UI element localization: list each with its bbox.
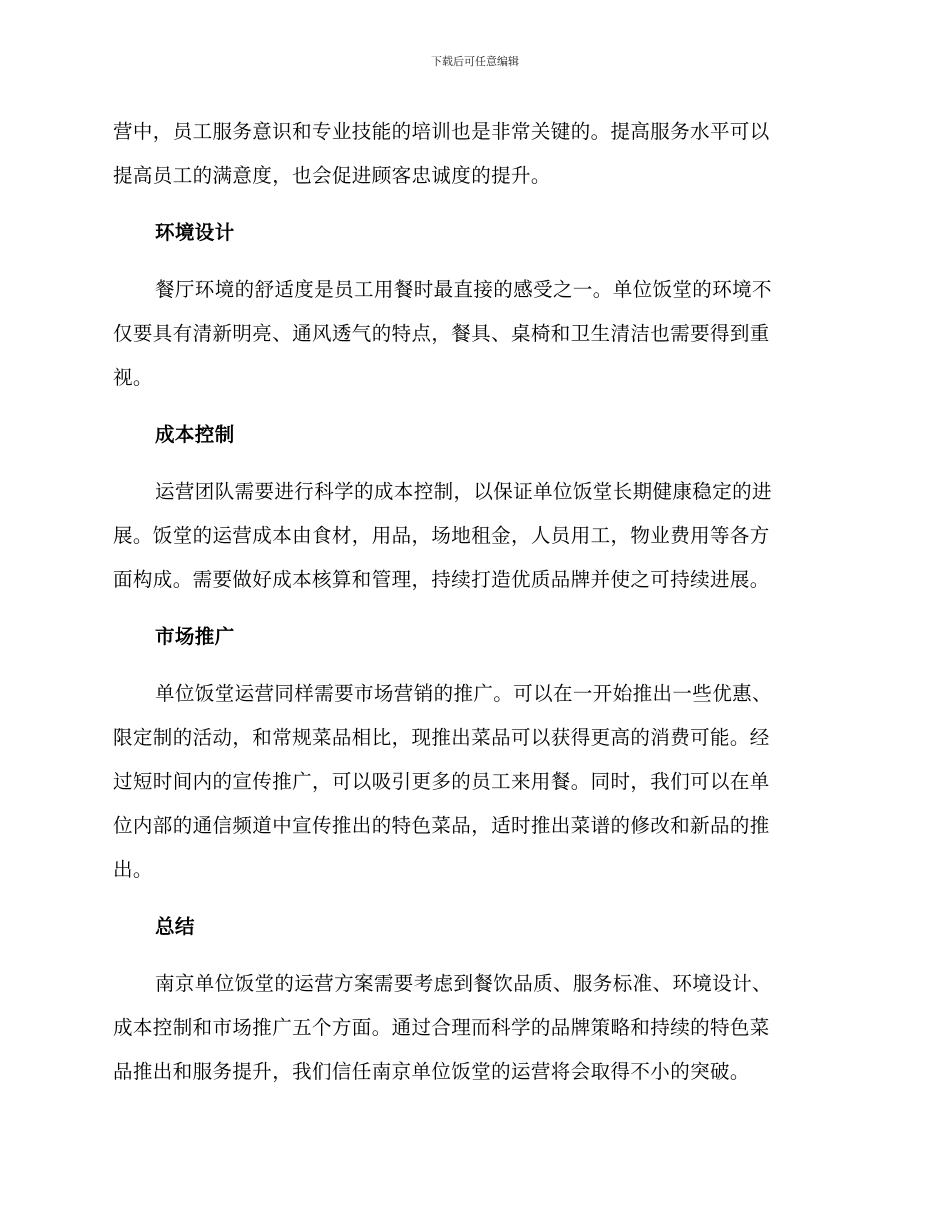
section-heading-cost: 成本控制 bbox=[155, 423, 235, 446]
paragraph-line: 展。饭堂的运营成本由食材，用品，场地租金，人员用工，物业费用等各方 bbox=[113, 524, 770, 547]
paragraph-line: 位内部的通信频道中宣传推出的特色菜品，适时推出菜谱的修改和新品的推 bbox=[113, 814, 770, 837]
paragraph-line: 出。 bbox=[113, 858, 153, 881]
paragraph-line: 运营团队需要进行科学的成本控制，以保证单位饭堂长期健康稳定的进 bbox=[155, 480, 772, 503]
page-header: 下载后可任意编辑 bbox=[431, 55, 519, 68]
paragraph-line: 品推出和服务提升，我们信任南京单位饭堂的运营将会取得不小的突破。 bbox=[113, 1060, 750, 1083]
section-heading-summary: 总结 bbox=[155, 915, 195, 938]
paragraph-line: 过短时间内的宣传推广，可以吸引更多的员工来用餐。同时，我们可以在单 bbox=[113, 770, 770, 793]
cost-paragraph bbox=[113, 470, 831, 602]
environment-paragraph bbox=[113, 268, 831, 400]
paragraph-line: 限定制的活动，和常规菜品相比，现推出菜品可以获得更高的消费可能。经 bbox=[113, 726, 770, 749]
paragraph-line: 单位饭堂运营同样需要市场营销的推广。可以在一开始推出一些优惠、 bbox=[155, 682, 772, 705]
paragraph-line: 仅要具有清新明亮、通风透气的特点，餐具、桌椅和卫生清洁也需要得到重 bbox=[113, 322, 770, 345]
marketing-paragraph bbox=[113, 672, 831, 892]
paragraph-line: 视。 bbox=[113, 366, 153, 389]
paragraph-line: 南京单位饭堂的运营方案需要考虑到餐饮品质、服务标准、环境设计、 bbox=[155, 972, 772, 995]
section-heading-marketing: 市场推广 bbox=[155, 625, 235, 648]
intro-paragraph bbox=[113, 110, 831, 198]
section-heading-environment: 环境设计 bbox=[155, 221, 235, 244]
paragraph-line: 面构成。需要做好成本核算和管理，持续打造优质品牌并使之可持续进展。 bbox=[113, 568, 770, 591]
document-body bbox=[113, 110, 831, 1107]
paragraph-line: 餐厅环境的舒适度是员工用餐时最直接的感受之一。单位饭堂的环境不 bbox=[155, 278, 772, 301]
paragraph-line: 成本控制和市场推广五个方面。通过合理而科学的品牌策略和持续的特色菜 bbox=[113, 1016, 770, 1039]
paragraph-line: 提高员工的满意度，也会促进顾客忠诚度的提升。 bbox=[113, 164, 551, 187]
paragraph-line: 营中，员工服务意识和专业技能的培训也是非常关键的。提高服务水平可以 bbox=[113, 120, 770, 143]
summary-paragraph bbox=[113, 962, 831, 1094]
